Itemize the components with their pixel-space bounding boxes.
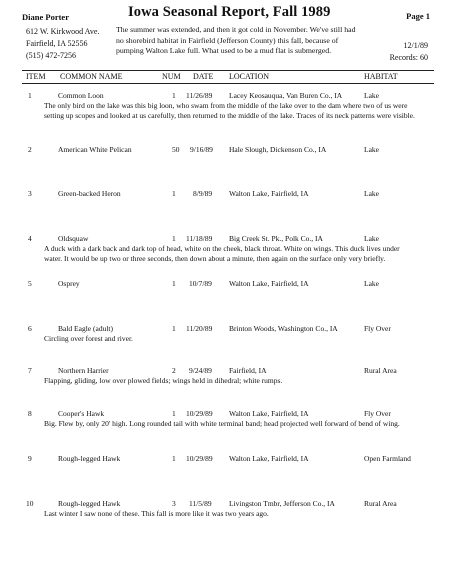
- header-top-rule: [22, 70, 434, 71]
- record-3-location: Walton Lake, Fairfield, IA: [229, 189, 309, 198]
- record-10-num: 3: [172, 499, 176, 508]
- record-5-location: Walton Lake, Fairfield, IA: [229, 279, 309, 288]
- record-1-date: 11/26/89: [186, 91, 213, 100]
- col-date: DATE: [193, 72, 214, 81]
- record-3-name: Green-backed Heron: [58, 189, 121, 198]
- record-6-location: Brinton Woods, Washington Co., IA: [229, 324, 338, 333]
- record-5-item: 5: [28, 279, 32, 288]
- record-4-num: 1: [172, 234, 176, 243]
- record-1-habitat: Lake: [364, 91, 379, 100]
- season-summary: The summer was extended, and then it got cold in November. We've still had no shorebird habitat in Fairfield (Jefferson County) this fall, because of pumping Walton Lake full. What used to be a mud flat is submerged.: [116, 25, 356, 55]
- record-count: Records: 60: [389, 53, 428, 62]
- record-10-note: Last winter I saw none of these. This fall is more like it was two years ago.: [44, 509, 269, 518]
- report-title: Iowa Seasonal Report, Fall 1989: [128, 4, 331, 20]
- record-1-note: The only bird on the lake was this big loon, who swam from the middle of the lake over to the dam where two of us were setting up scopes and looked at us carefully, then returned to the middle of the lake. Traces of its neck patterns were visible.: [44, 101, 415, 121]
- report-date: 12/1/89: [403, 41, 428, 50]
- record-1-location: Lacey Keosauqua, Van Buren Co., IA: [229, 91, 343, 100]
- record-2-num: 50: [172, 145, 180, 154]
- record-5-name: Osprey: [58, 279, 80, 288]
- record-8-note: Big. Flew by, only 20' high. Long rounded tail with white terminal band; head projected well forward of bend of wing.: [44, 419, 400, 428]
- record-7-item: 7: [28, 366, 32, 375]
- record-4-name: Oldsquaw: [58, 234, 89, 243]
- record-7-location: Fairfield, IA: [229, 366, 267, 375]
- record-9-item: 9: [28, 454, 32, 463]
- record-8-habitat: Fly Over: [364, 409, 391, 418]
- record-10-item: 10: [26, 499, 34, 508]
- record-2-location: Hale Slough, Dickenson Co., IA: [229, 145, 327, 154]
- record-5-habitat: Lake: [364, 279, 379, 288]
- record-6-note: Circling over forest and river.: [44, 334, 133, 343]
- col-habitat: HABITAT: [364, 72, 398, 81]
- record-4-item: 4: [28, 234, 32, 243]
- record-7-habitat: Rural Area: [364, 366, 397, 375]
- record-8-item: 8: [28, 409, 32, 418]
- page-number: Page 1: [406, 11, 430, 21]
- record-9-location: Walton Lake, Fairfield, IA: [229, 454, 309, 463]
- record-10-date: 11/5/89: [189, 499, 212, 508]
- record-2-habitat: Lake: [364, 145, 379, 154]
- record-3-item: 3: [28, 189, 32, 198]
- record-7-name: Northern Harrier: [58, 366, 109, 375]
- record-2-item: 2: [28, 145, 32, 154]
- record-9-date: 10/29/89: [186, 454, 213, 463]
- header-bottom-rule: [22, 83, 434, 84]
- record-4-note: A duck with a dark back and dark top of head, white on the cheek, black throat. White on wings. This duck lives under water. It would be up two or three seconds, then down about a minute, then again on the surface only very briefly.: [44, 244, 400, 264]
- record-7-date: 9/24/89: [189, 366, 212, 375]
- address-line-street: 612 W. Kirkwood Ave.: [26, 27, 100, 36]
- record-8-date: 10/29/89: [186, 409, 213, 418]
- record-3-habitat: Lake: [364, 189, 379, 198]
- record-2-date: 9/16/89: [190, 145, 213, 154]
- record-3-date: 8/9/89: [193, 189, 213, 198]
- address-line-phone: (515) 472-7256: [26, 51, 76, 60]
- record-3-num: 1: [172, 189, 176, 198]
- observer-name: Diane Porter: [22, 12, 69, 22]
- address-line-city: Fairfield, IA 52556: [26, 39, 88, 48]
- record-6-name: Bald Eagle (adult): [58, 324, 113, 333]
- record-2-name: American White Pelican: [58, 145, 132, 154]
- record-7-num: 2: [172, 366, 176, 375]
- record-10-location: Livingston Tmbr, Jefferson Co., IA: [229, 499, 335, 508]
- record-1-num: 1: [172, 91, 176, 100]
- record-9-name: Rough-legged Hawk: [58, 454, 121, 463]
- record-6-date: 11/20/89: [186, 324, 213, 333]
- col-common-name: COMMON NAME: [60, 72, 123, 81]
- record-8-name: Cooper's Hawk: [58, 409, 105, 418]
- col-item: ITEM: [26, 72, 46, 81]
- col-num: NUM: [162, 72, 181, 81]
- record-5-date: 10/7/89: [189, 279, 212, 288]
- record-8-num: 1: [172, 409, 176, 418]
- record-10-name: Rough-legged Hawk: [58, 499, 121, 508]
- record-9-habitat: Open Farmland: [364, 454, 411, 463]
- record-6-num: 1: [172, 324, 176, 333]
- record-1-item: 1: [28, 91, 32, 100]
- record-10-habitat: Rural Area: [364, 499, 397, 508]
- record-9-num: 1: [172, 454, 176, 463]
- record-4-habitat: Lake: [364, 234, 379, 243]
- record-6-habitat: Fly Over: [364, 324, 391, 333]
- record-8-location: Walton Lake, Fairfield, IA: [229, 409, 309, 418]
- record-1-name: Common Loon: [58, 91, 104, 100]
- record-5-num: 1: [172, 279, 176, 288]
- record-6-item: 6: [28, 324, 32, 333]
- record-4-date: 11/18/89: [186, 234, 213, 243]
- record-4-location: Big Creek St. Pk., Polk Co., IA: [229, 234, 323, 243]
- record-7-note: Flapping, gliding, low over plowed fields; wings held in dihedral; white rumps.: [44, 376, 283, 385]
- col-location: LOCATION: [229, 72, 269, 81]
